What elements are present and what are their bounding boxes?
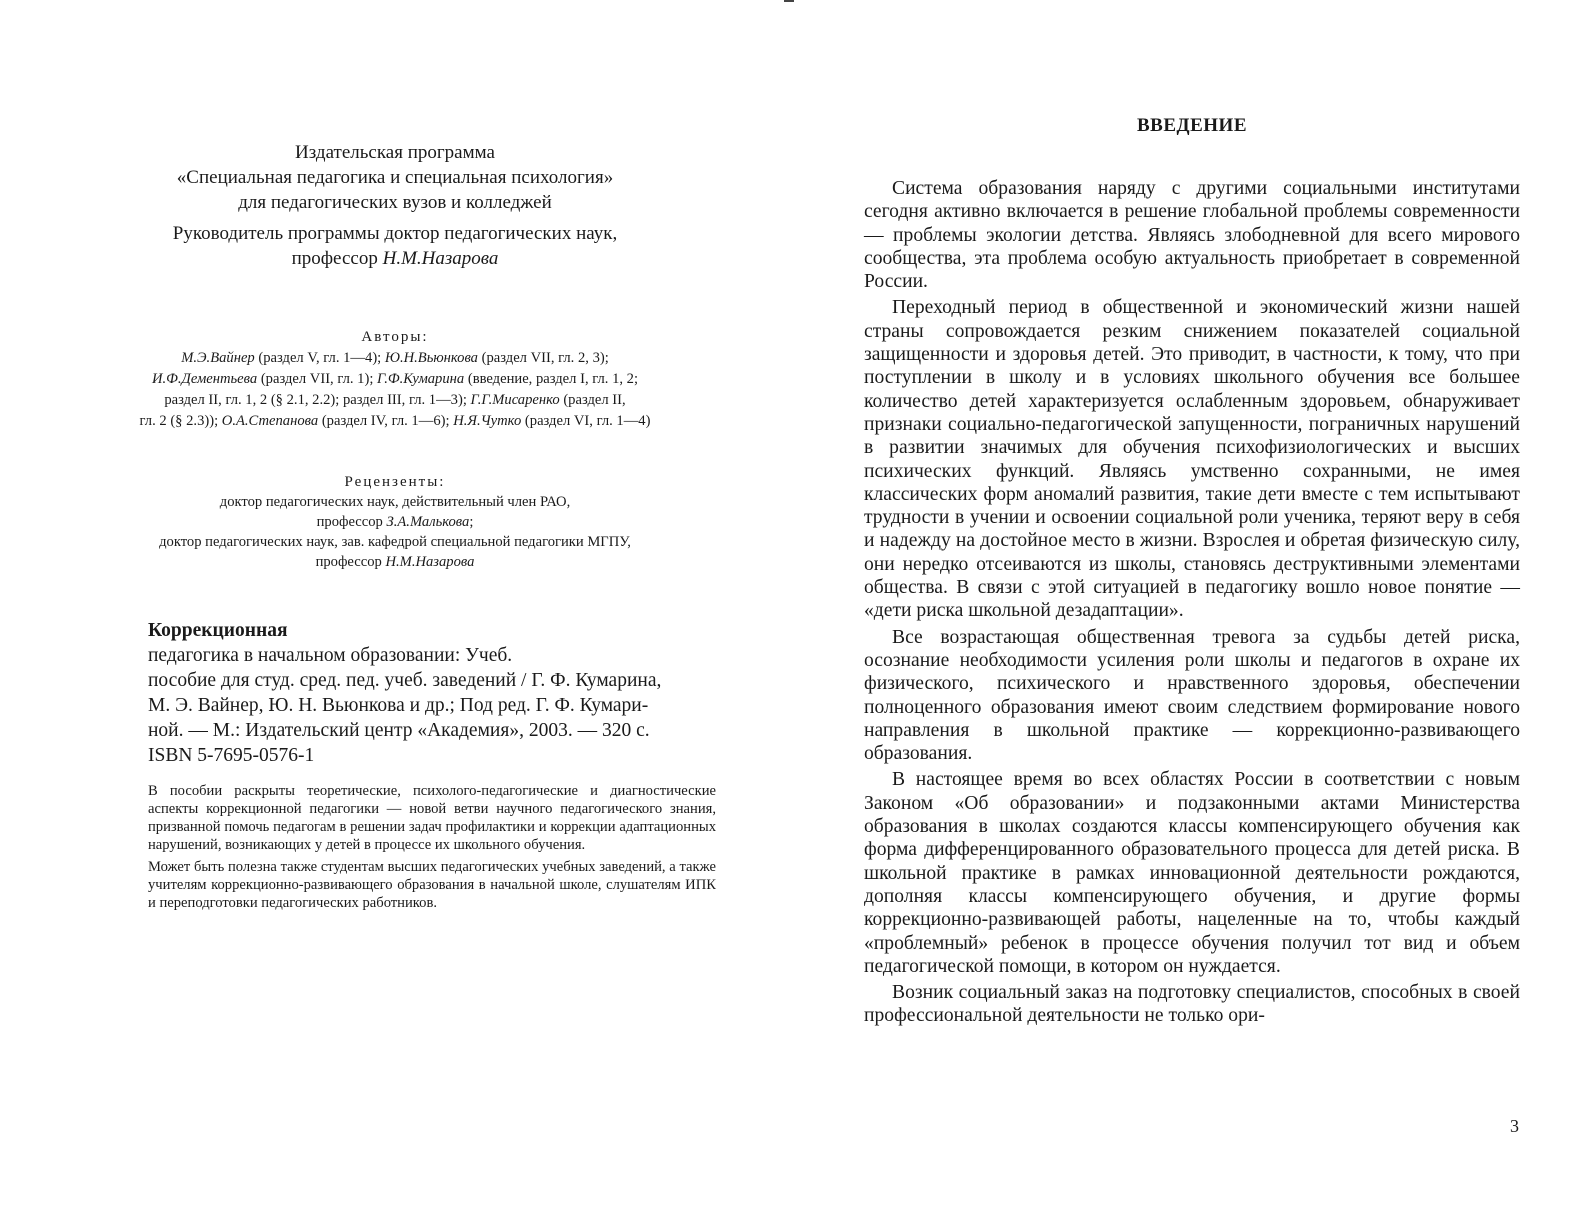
reviewers-line-2: профессор З.А.Малькова; (316, 514, 474, 530)
top-scan-mark (784, 0, 794, 2)
reviewers-line-1: доктор педагогических наук, действительный член РАО, (219, 494, 571, 510)
program-line-1: Издательская программа (295, 142, 495, 163)
authors-block (60, 327, 730, 432)
biblio-line-3: М. Э. Вайнер, Ю. Н. Вьюнкова и др.; Под ред. Г. Ф. Кумари- (148, 695, 649, 716)
isbn: ISBN 5-7695-0576-1 (148, 745, 315, 766)
program-lead-name: Н.М.Назарова (382, 248, 499, 269)
intro-paragraph-2: Переходный период в общественной и экономический жизни нашей страны сопровождается резким снижением показателей социальной защищенности и здоровья детей. Это приводит, в частности, к тому, что при поступлении в школу и в условиях школьного обучения все большее количество детей характеризуется ослабленным здоровьем, обнаруживает признаки социально-педагогической запущенности, пограничных нарушений в развитии значимых для обучения психофизиологических и высших психических функций. Являясь умственно сохранными, не имея классических форм аномалий развития, такие дети вместе с тем испытывают трудности в учении и освоении социальной роли ученика, теряют веру в себя и надежду на достойное место в жизни. Взрослея и обретая физическую силу, они нередко отсеиваются из школы, становясь деструктивными элементами общества. В связи с этой ситуацией в педагогику вошло новое понятие — «дети риска школьной дезадаптации». (864, 297, 1520, 622)
chapter-heading: ВВЕДЕНИЕ (1137, 115, 1247, 136)
annotation-paragraph-1: В пособии раскрыты теоретические, психолого-педагогические и диагностические аспекты коррекционной педагогики — новой ветви научного педагогического знания, призванной помочь педагогам в решении задач профилактики и коррекции адаптационных нарушений, возникающих у детей в процессе их школьного обучения. (148, 783, 716, 853)
right-page (864, 115, 1520, 1028)
biblio-line-4: ной. — М.: Издательский центр «Академия», 2003. — 320 с. (148, 720, 650, 741)
intro-paragraph-4: В настоящее время во всех областях России в соответствии с новым Законом «Об образовании» и подзаконными актами Министерства образования в школах создаются классы компенсирующего обучения как форма дифференцированного образовательного процесса для детей риска. В школьной практике в рамках инновационной деятельности рождаются, дополняя классы компенсирующего обучения, и другие формы коррекционно-развивающей работы, нацеленные на то, чтобы каждый «проблемный» ребенок в процессе обучения получил тот вид и объем педагогической помощи, в котором он нуждается. (864, 769, 1520, 977)
reviewers-block (60, 472, 730, 572)
authors-line-2: И.Ф.Дементьева (раздел VII, гл. 1); Г.Ф.Кумарина (введение, раздел I, гл. 1, 2; (151, 371, 639, 387)
authors-line-1: М.Э.Вайнер (раздел V, гл. 1—4); Ю.Н.Вьюнкова (раздел VII, гл. 2, 3); (181, 350, 609, 366)
intro-paragraph-3: Все возрастающая общественная тревога за судьбы детей риска, осознание необходимости усиления роли школы и педагогов в охране их физического, психического и нравственного здоровья, обеспечении полноценного образования имеют своим следствием формирование нового направления в школьной практике — коррекционно-развивающего образования. (864, 626, 1520, 765)
authors-title: Авторы: (361, 329, 429, 345)
page-number: 3 (1510, 1116, 1519, 1136)
left-page (60, 140, 730, 572)
program-line-2: «Специальная педагогика и специальная психология» (176, 167, 614, 188)
annotation-paragraph-2: Может быть полезна также студентам высших педагогических учебных заведений, а также учителям коррекционно-развивающего образования в начальной школе, слушателям ИПК и переподготовки педагогических работников. (148, 859, 716, 911)
annotation (148, 782, 716, 912)
program-lead-line-2: профессор Н.М.Назарова (291, 248, 499, 269)
publishing-program (60, 140, 730, 271)
reviewers-line-4: профессор Н.М.Назарова (315, 554, 475, 570)
reviewers-title: Рецензенты: (344, 474, 446, 490)
bibliographic-record (60, 618, 730, 912)
intro-paragraph-5: Возник социальный заказ на подготовку специалистов, способных в своей профессиональной деятельности не только ори- (864, 982, 1520, 1027)
program-line-3: для педагогических вузов и колледжей (238, 192, 552, 213)
reviewers-line-3: доктор педагогических наук, зав. кафедрой специальной педагогики МГПУ, (159, 534, 631, 550)
intro-paragraph-1: Система образования наряду с другими социальными институтами сегодня активно включается в решение глобальной проблемы современности — проблемы экологии детства. Являясь злободневной для всего мирового сообщества, эта проблема особую актуальность приобретает в современной России. (864, 178, 1520, 293)
program-lead-line-1: Руководитель программы доктор педагогических наук, (172, 223, 618, 244)
biblio-line-2: пособие для студ. сред. пед. учеб. заведений / Г. Ф. Кумарина, (148, 670, 662, 691)
authors-line-3: раздел II, гл. 1, 2 (§ 2.1, 2.2); раздел III, гл. 1—3); Г.Г.Мисаренко (раздел II, (164, 392, 626, 408)
authors-line-4: гл. 2 (§ 2.3)); О.А.Степанова (раздел IV, гл. 1—6); Н.Я.Чутко (раздел VI, гл. 1—4) (139, 413, 651, 429)
biblio-line-1: Коррекционная педагогика в начальном образовании: Учеб. (148, 620, 513, 666)
biblio-title-bold: Коррекционная (148, 620, 288, 641)
